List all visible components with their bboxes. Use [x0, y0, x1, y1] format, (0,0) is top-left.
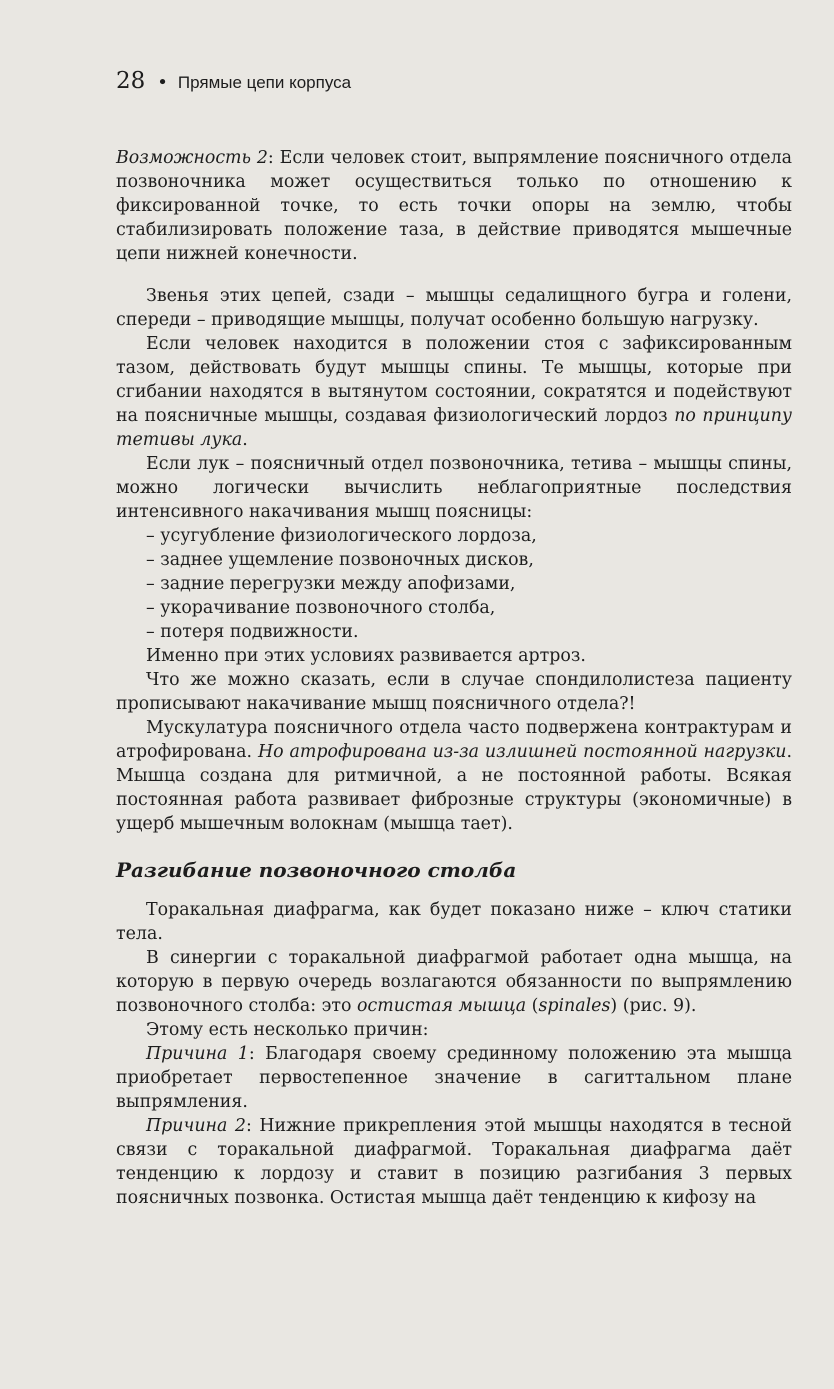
list-item: – заднее ущемление позвоночных дисков, [146, 550, 534, 570]
paragraph [116, 946, 792, 1018]
paragraph: Если лук – поясничный отдел позвоночника, тетива – мышцы спины, можно логически вычислить неблагоприятные последствия интенсивного накачивания мышц поясницы: [116, 454, 792, 522]
paragraph: Звенья этих цепей, сзади – мышцы седалищного бугра и голени, спереди – приводящие мышцы, получат особенно большую нагрузку. [116, 286, 792, 330]
list-item: – укорачивание позвоночного столба, [146, 598, 496, 618]
paragraph-lead: Причина 1 [146, 1044, 249, 1064]
paragraph: Торакальная диафрагма, как будет показано ниже – ключ статики тела. [116, 900, 792, 944]
paragraph-text: Если человек находится в положении стоя с зафиксированным тазом, действовать будут мышцы спины. Те мышцы, которые при сгибании находятся в вытянутом состоянии, сократятся и подействуют на поясничные мышцы, создавая физиологический лордоз [116, 334, 792, 426]
paragraph [116, 332, 792, 452]
paragraph-italic: Но атрофирована из-за излишней постоянной нагрузки [257, 742, 787, 762]
paragraph-end: ) (рис. 9). [610, 996, 697, 1016]
paragraph-text: Мускулатура поясничного отдела часто подвержена контрактурам и атрофирована. [116, 718, 792, 762]
running-header [116, 68, 351, 94]
text-body [116, 146, 792, 1210]
list-item: – потеря подвижности. [146, 622, 359, 642]
paragraph-mid: ( [526, 996, 539, 1016]
paragraph-end: . [242, 430, 248, 450]
paragraph-text: : Благодаря своему срединному положению эта мышца приобретает первостепенное значение в сагиттальном плане выпрямления. [116, 1044, 792, 1112]
header-bullet: • [157, 72, 168, 93]
paragraph-italic: по принципу тетивы лука [116, 406, 793, 450]
paragraph-text: В синергии с торакальной диафрагмой работает одна мышца, на которую в первую очередь возлагаются обязанности по выпрямлению позвоночного столба: это [116, 948, 792, 1016]
paragraph-italic: остистая мышца [357, 996, 527, 1016]
paragraph [116, 1114, 792, 1210]
paragraph-lead: Возможность 2 [116, 148, 268, 168]
section-title: Прямые цепи корпуса [177, 73, 352, 92]
paragraph: Этому есть несколько причин: [146, 1020, 429, 1040]
paragraph-italic-latin: spinales [538, 996, 611, 1016]
list-item: – усугубление физиологического лордоза, [146, 526, 537, 546]
page-number: 28 [116, 68, 146, 94]
paragraph: Именно при этих условиях развивается артроз. [146, 646, 586, 666]
list-item: – задние перегрузки между апофизами, [146, 574, 516, 594]
section-heading: Разгибание позвоночного столба [116, 858, 517, 882]
paragraph: Что же можно сказать, если в случае спондилолистеза пациенту прописывают накачивание мышц поясничного отдела?! [116, 670, 792, 714]
paragraph [116, 716, 792, 836]
paragraph [116, 1042, 792, 1114]
paragraph-text: : Нижние прикрепления этой мышцы находятся в тесной связи с торакальной диафрагмой. Торакальная диафрагма даёт тенденцию к лордозу и ставит в позицию разгибания 3 первых поясничных позвонка. Остистая мышца даёт тенденцию к кифозу на [116, 1116, 792, 1208]
paragraph-lead: Причина 2 [146, 1116, 246, 1136]
paragraph-text: : Если человек стоит, выпрямление поясничного отдела позвоночника может осуществиться только по отношению к фиксированной точке, то есть точки опоры на землю, чтобы стабилизировать положение таза, в действие приводятся мышечные цепи нижней конечности. [116, 148, 792, 264]
paragraph-end: . Мышца создана для ритмичной, а не постоянной работы. Всякая постоянная работа развивает фиброзные структуры (экономичные) в ущерб мышечным волокнам (мышца тает). [116, 742, 792, 834]
paragraph [116, 146, 792, 266]
